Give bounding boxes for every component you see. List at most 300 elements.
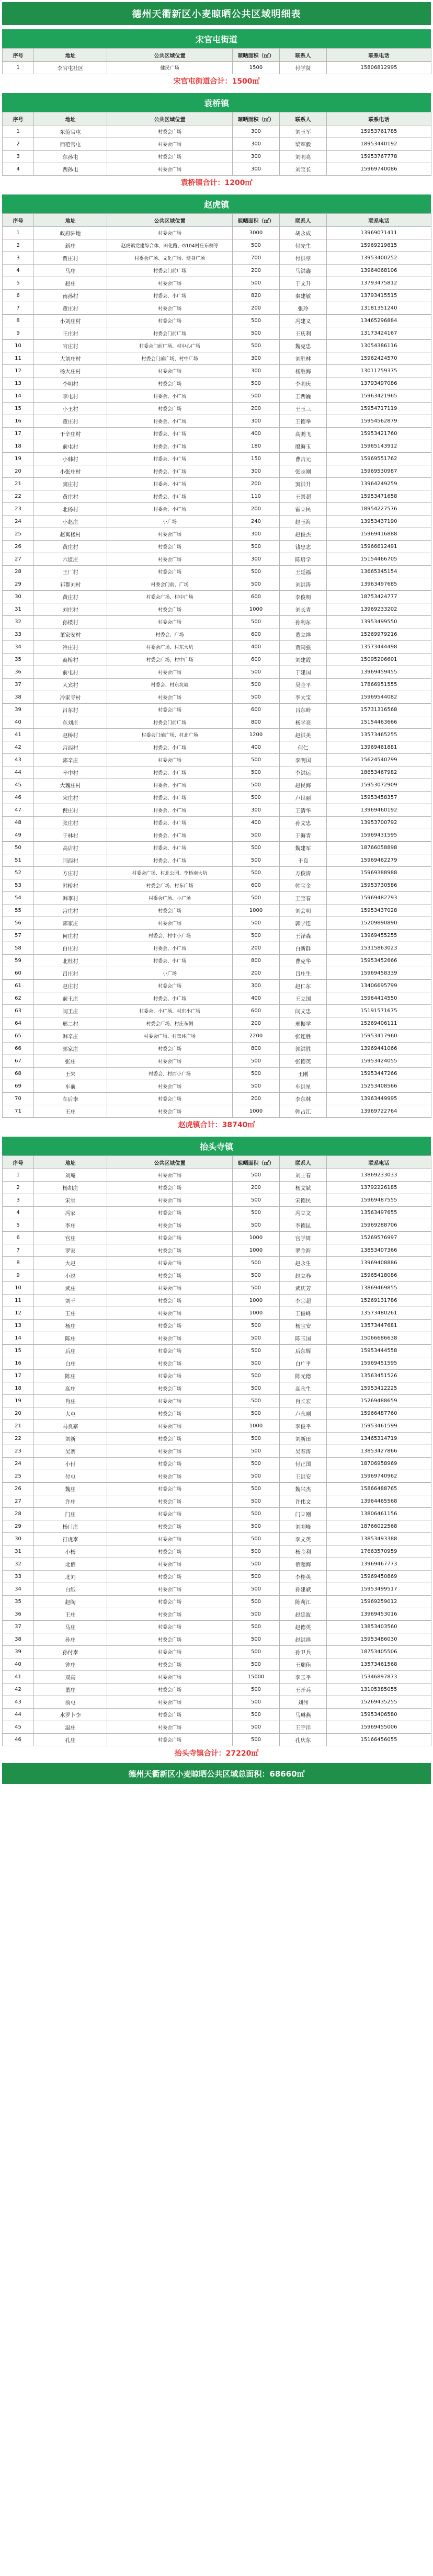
- cell-area: 200: [233, 503, 280, 516]
- cell-area: 800: [233, 955, 280, 967]
- table-row: [3, 503, 431, 516]
- cell-contact: 邢振学: [280, 1017, 327, 1030]
- cell-area: 500: [233, 779, 280, 792]
- cell-area: 300: [233, 980, 280, 992]
- cell-area: 300: [233, 465, 280, 478]
- cell-address: 孙庄: [34, 1633, 107, 1646]
- cell-contact: 郭学连: [280, 917, 327, 930]
- cell-phone: 15969482793: [327, 892, 431, 905]
- cell-phone: 15269406111: [327, 1017, 431, 1030]
- cell-area: 200: [233, 478, 280, 490]
- cell-index: 38: [3, 1633, 34, 1646]
- cell-address: 魏庄: [34, 1483, 107, 1495]
- table-row: [3, 553, 431, 566]
- cell-contact: 高永生: [280, 1382, 327, 1395]
- cell-phone: 13969461881: [327, 741, 431, 754]
- table-row: [3, 967, 431, 980]
- table-row: [3, 854, 431, 867]
- cell-location: 村委会广场: [107, 666, 233, 679]
- cell-area: 500: [233, 1382, 280, 1395]
- cell-location: 村委会、小广场: [107, 804, 233, 817]
- cell-phone: 17663570959: [327, 1545, 431, 1558]
- cell-index: 12: [3, 1307, 34, 1320]
- cell-index: 33: [3, 1571, 34, 1583]
- cell-address: 刘新: [34, 1433, 107, 1445]
- cell-address: 黄庄村: [34, 541, 107, 553]
- table-row: [3, 340, 431, 352]
- cell-location: 村委会门前广场、村北广场: [107, 729, 233, 741]
- cell-address: 孔庄: [34, 1734, 107, 1746]
- cell-phone: 15953452666: [327, 955, 431, 967]
- cell-area: 110: [233, 490, 280, 503]
- cell-location: 村委会广场、村中广场: [107, 654, 233, 666]
- cell-address: 后庄: [34, 1345, 107, 1357]
- cell-contact: 王延福: [280, 566, 327, 578]
- cell-address: 孙楼村: [34, 616, 107, 628]
- cell-contact: 罗金海: [280, 1244, 327, 1257]
- cell-area: 240: [233, 516, 280, 528]
- cell-area: 1000: [233, 1232, 280, 1244]
- table-row: [3, 1332, 431, 1345]
- cell-phone: 13969071411: [327, 227, 431, 239]
- cell-location: 村委会、小广场: [107, 390, 233, 403]
- cell-location: 村委会广场: [107, 377, 233, 390]
- cell-address: 王庄: [34, 1105, 107, 1118]
- cell-address: 杨大庄村: [34, 365, 107, 377]
- cell-address: 杨庄: [34, 1320, 107, 1332]
- table-row: [3, 578, 431, 591]
- table-row: [3, 741, 431, 754]
- cell-index: 29: [3, 578, 34, 591]
- cell-location: 村委会广场: [107, 1345, 233, 1357]
- cell-location: 村委会广场: [107, 1684, 233, 1696]
- cell-contact: 杨学亮: [280, 716, 327, 729]
- cell-contact: 赵仁东: [280, 980, 327, 992]
- cell-area: 500: [233, 829, 280, 842]
- cell-index: 9: [3, 327, 34, 340]
- cell-phone: 15269131786: [327, 1295, 431, 1307]
- table-row: [3, 1169, 431, 1182]
- cell-phone: 13969441066: [327, 1043, 431, 1055]
- section-title: 赵虎镇: [2, 194, 431, 213]
- column-header: 序号: [3, 112, 34, 125]
- cell-location: 村委会、小广场: [107, 503, 233, 516]
- table-row: [3, 892, 431, 905]
- cell-location: 村委会广场: [107, 1169, 233, 1182]
- cell-location: 村委会广场: [107, 754, 233, 766]
- cell-phone: 15969219815: [327, 239, 431, 252]
- cell-location: 村委会、小广场: [107, 779, 233, 792]
- table-row: [3, 1382, 431, 1395]
- cell-phone: 15969544082: [327, 691, 431, 704]
- cell-address: 辛中村: [34, 766, 107, 779]
- cell-index: 6: [3, 290, 34, 302]
- cell-location: 村委会广场: [107, 1633, 233, 1646]
- cell-contact: 宋德民: [280, 1194, 327, 1207]
- cell-phone: 15866488765: [327, 1483, 431, 1495]
- cell-address: 车后李: [34, 1093, 107, 1105]
- cell-location: 村委会广场: [107, 1232, 233, 1244]
- cell-location: 村委会、小广场: [107, 440, 233, 453]
- cell-phone: 13406695799: [327, 980, 431, 992]
- cell-phone: 15966612491: [327, 541, 431, 553]
- cell-index: 6: [3, 1232, 34, 1244]
- cell-area: 500: [233, 1734, 280, 1746]
- cell-address: 黄庄村: [34, 591, 107, 603]
- cell-address: 西范官屯: [34, 138, 107, 151]
- cell-address: 钟庄: [34, 1658, 107, 1671]
- cell-contact: 王西巍: [280, 390, 327, 403]
- cell-phone: 13969408886: [327, 1257, 431, 1269]
- cell-address: 赵陶: [34, 1596, 107, 1608]
- cell-index: 45: [3, 1721, 34, 1734]
- cell-location: 村委会广场: [107, 151, 233, 163]
- cell-phone: 15969487555: [327, 1194, 431, 1207]
- cell-location: 村委会广场: [107, 125, 233, 138]
- column-header: 联系电话: [327, 49, 431, 62]
- cell-area: 500: [233, 1207, 280, 1219]
- cell-location: 村委会广场: [107, 315, 233, 327]
- table-row: [3, 1295, 431, 1307]
- cell-address: 赵寓楼村: [34, 528, 107, 541]
- cell-address: 郭家庄: [34, 1043, 107, 1055]
- cell-address: 李明村: [34, 377, 107, 390]
- cell-area: 500: [233, 1357, 280, 1370]
- cell-index: 4: [3, 163, 34, 176]
- cell-area: 1200: [233, 729, 280, 741]
- cell-index: 24: [3, 516, 34, 528]
- table-row: [3, 1734, 431, 1746]
- table-row: [3, 315, 431, 327]
- cell-location: 村委会门前广场、村中广场: [107, 352, 233, 365]
- table-row: [3, 1558, 431, 1571]
- cell-location: 村委会、小广场: [107, 992, 233, 1005]
- cell-area: 500: [233, 327, 280, 340]
- cell-location: 村委会广场: [107, 905, 233, 917]
- cell-contact: 付学贤: [280, 62, 327, 74]
- column-header: 序号: [3, 1156, 34, 1169]
- cell-area: 300: [233, 528, 280, 541]
- cell-address: 大魏庄村: [34, 779, 107, 792]
- cell-contact: 付先生: [280, 239, 327, 252]
- cell-location: 村委会广场、村庄东侧: [107, 1017, 233, 1030]
- cell-index: 19: [3, 1395, 34, 1407]
- cell-location: 村委会广场: [107, 1257, 233, 1269]
- cell-contact: 殷海玉: [280, 440, 327, 453]
- cell-phone: 18766058898: [327, 842, 431, 854]
- cell-area: 500: [233, 892, 280, 905]
- cell-contact: 肖长宏: [280, 1395, 327, 1407]
- cell-contact: 刘新田: [280, 1433, 327, 1445]
- cell-area: 500: [233, 1646, 280, 1658]
- cell-phone: 13465296884: [327, 315, 431, 327]
- cell-index: 50: [3, 842, 34, 854]
- cell-area: 500: [233, 377, 280, 390]
- cell-location: 村委会、小广场: [107, 478, 233, 490]
- cell-index: 22: [3, 490, 34, 503]
- cell-address: 北杜村: [34, 955, 107, 967]
- table-row: [3, 641, 431, 654]
- cell-phone: 15346897873: [327, 1671, 431, 1684]
- cell-location: 村委会广场: [107, 1533, 233, 1545]
- cell-area: 1000: [233, 1307, 280, 1320]
- cell-contact: 闫文忠: [280, 1005, 327, 1017]
- cell-location: 村委会广场: [107, 302, 233, 315]
- cell-contact: 赵民海: [280, 779, 327, 792]
- table-row: [3, 1583, 431, 1596]
- column-header: 联系电话: [327, 112, 431, 125]
- cell-location: 村委会广场: [107, 1583, 233, 1596]
- cell-location: 村委会门前广场: [107, 327, 233, 340]
- cell-area: 500: [233, 1458, 280, 1470]
- cell-contact: 刘士春: [280, 1169, 327, 1182]
- cell-area: 200: [233, 302, 280, 315]
- cell-contact: 赵俊杰: [280, 528, 327, 541]
- cell-area: 300: [233, 415, 280, 428]
- cell-location: 村委会广场: [107, 553, 233, 566]
- column-header: 公共区域位置: [107, 214, 233, 227]
- cell-location: 村委会广场: [107, 1734, 233, 1746]
- cell-area: 200: [233, 942, 280, 955]
- cell-area: 500: [233, 766, 280, 779]
- table-row: [3, 1080, 431, 1093]
- section-table: [2, 213, 431, 1118]
- cell-area: 600: [233, 628, 280, 641]
- cell-address: 冷庄村: [34, 641, 107, 654]
- cell-phone: 13011759375: [327, 365, 431, 377]
- cell-address: 邢二村: [34, 1017, 107, 1030]
- cell-index: 52: [3, 867, 34, 879]
- cell-index: 54: [3, 892, 34, 905]
- table-row: [3, 1219, 431, 1232]
- cell-contact: 曹吉元: [280, 453, 327, 465]
- cell-area: 1000: [233, 1420, 280, 1433]
- cell-address: 陈庄: [34, 1332, 107, 1345]
- cell-phone: 15166456055: [327, 1734, 431, 1746]
- cell-contact: 李桂英: [280, 1571, 327, 1583]
- cell-address: 武庄: [34, 1282, 107, 1295]
- cell-contact: 许伟文: [280, 1495, 327, 1508]
- cell-phone: 15969551762: [327, 453, 431, 465]
- cell-contact: 于良: [280, 854, 327, 867]
- cell-address: 高庄: [34, 1382, 107, 1395]
- column-header: 地址: [34, 1156, 107, 1169]
- table-row: [3, 1596, 431, 1608]
- cell-phone: 15969431595: [327, 829, 431, 842]
- cell-area: 600: [233, 654, 280, 666]
- column-header: 联系人: [280, 1156, 327, 1169]
- cell-phone: 13853493388: [327, 1533, 431, 1545]
- cell-index: 40: [3, 716, 34, 729]
- cell-location: 村委会广场: [107, 1244, 233, 1257]
- cell-index: 61: [3, 980, 34, 992]
- cell-area: 300: [233, 163, 280, 176]
- cell-contact: 刘会明: [280, 905, 327, 917]
- cell-area: 500: [233, 578, 280, 591]
- cell-address: 方庄村: [34, 867, 107, 879]
- cell-contact: 李文英: [280, 1533, 327, 1545]
- cell-contact: 赵玉海: [280, 516, 327, 528]
- cell-area: 400: [233, 817, 280, 829]
- cell-address: 张庄: [34, 1055, 107, 1068]
- cell-phone: 13105385055: [327, 1684, 431, 1696]
- cell-area: 300: [233, 352, 280, 365]
- cell-index: 2: [3, 239, 34, 252]
- cell-area: 600: [233, 879, 280, 892]
- cell-location: 村委会广场: [107, 1295, 233, 1307]
- cell-contact: 赵洪美: [280, 729, 327, 741]
- cell-location: 村委会门前、广场: [107, 578, 233, 591]
- cell-phone: 15969462279: [327, 854, 431, 867]
- cell-address: 李庄: [34, 1219, 107, 1232]
- cell-address: 闫王庄: [34, 1005, 107, 1017]
- cell-index: 18: [3, 440, 34, 453]
- cell-index: 68: [3, 1068, 34, 1080]
- cell-phone: 15969458339: [327, 967, 431, 980]
- cell-area: 1000: [233, 603, 280, 616]
- cell-phone: 13793415515: [327, 290, 431, 302]
- cell-contact: 白新群: [280, 942, 327, 955]
- table-row: [3, 829, 431, 842]
- cell-contact: 魏克忠: [280, 340, 327, 352]
- cell-location: 村委会广场: [107, 1571, 233, 1583]
- cell-area: 600: [233, 591, 280, 603]
- cell-index: 35: [3, 654, 34, 666]
- cell-area: 400: [233, 741, 280, 754]
- cell-phone: 15969450869: [327, 1571, 431, 1583]
- table-row: [3, 365, 431, 377]
- cell-location: 村委会广场: [107, 1608, 233, 1621]
- cell-area: 500: [233, 1257, 280, 1269]
- cell-address: 董庄村: [34, 415, 107, 428]
- cell-index: 3: [3, 151, 34, 163]
- cell-contact: 王玉三: [280, 403, 327, 415]
- cell-index: 56: [3, 917, 34, 930]
- cell-location: 村委会广场: [107, 1433, 233, 1445]
- cell-contact: 胡永成: [280, 227, 327, 239]
- cell-address: 宫西村: [34, 741, 107, 754]
- cell-location: 村委会广场: [107, 1320, 233, 1332]
- cell-phone: 15269435255: [327, 1696, 431, 1709]
- cell-phone: 15969455006: [327, 1721, 431, 1734]
- cell-phone: 15191571675: [327, 1005, 431, 1017]
- cell-index: 7: [3, 1244, 34, 1257]
- cell-phone: 13173424167: [327, 327, 431, 340]
- cell-address: 南孙村: [34, 290, 107, 302]
- cell-address: 马庄: [34, 265, 107, 277]
- cell-address: 小赵庄: [34, 516, 107, 528]
- cell-phone: 13793497086: [327, 377, 431, 390]
- cell-phone: 13969460192: [327, 804, 431, 817]
- cell-index: 22: [3, 1433, 34, 1445]
- table-row: [3, 817, 431, 829]
- cell-contact: 赵立春: [280, 1269, 327, 1282]
- cell-contact: 王泽森: [280, 930, 327, 942]
- cell-phone: 15953461599: [327, 1420, 431, 1433]
- column-header: 公共区域位置: [107, 112, 233, 125]
- cell-address: 小刘庄村: [34, 315, 107, 327]
- cell-index: 43: [3, 754, 34, 766]
- table-row: [3, 691, 431, 704]
- cell-location: 村委会广场: [107, 603, 233, 616]
- cell-contact: 李明庆: [280, 377, 327, 390]
- cell-phone: 15969451595: [327, 1357, 431, 1370]
- cell-address: 陈庄: [34, 1370, 107, 1382]
- table-row: [3, 1483, 431, 1495]
- cell-index: 69: [3, 1080, 34, 1093]
- cell-phone: 15624540799: [327, 754, 431, 766]
- cell-index: 20: [3, 465, 34, 478]
- cell-address: 吕东村: [34, 704, 107, 716]
- cell-index: 3: [3, 252, 34, 265]
- cell-contact: 霍立民: [280, 503, 327, 516]
- cell-contact: 方俊清: [280, 867, 327, 879]
- cell-contact: 马琳燕: [280, 1709, 327, 1721]
- cell-area: 500: [233, 1269, 280, 1282]
- cell-phone: 15965143912: [327, 440, 431, 453]
- cell-phone: 13953499550: [327, 616, 431, 628]
- cell-location: 村委会广场: [107, 917, 233, 930]
- table-row: [3, 1269, 431, 1282]
- cell-area: 180: [233, 440, 280, 453]
- cell-contact: 吕庄生: [280, 967, 327, 980]
- cell-phone: 15066686638: [327, 1332, 431, 1345]
- cell-phone: 13793475812: [327, 277, 431, 290]
- cell-area: 15000: [233, 1671, 280, 1684]
- cell-area: 200: [233, 1017, 280, 1030]
- cell-contact: 何仁: [280, 741, 327, 754]
- cell-address: 大赵: [34, 1257, 107, 1269]
- cell-address: 宫庄村: [34, 905, 107, 917]
- table-row: [3, 1545, 431, 1558]
- cell-location: 村委会广场: [107, 138, 233, 151]
- cell-contact: 赵延波: [280, 1608, 327, 1621]
- cell-location: 村委会、村东坑塘: [107, 679, 233, 691]
- cell-contact: 魏兴杰: [280, 1483, 327, 1495]
- cell-area: 150: [233, 453, 280, 465]
- cell-contact: 李德昆: [280, 1219, 327, 1232]
- cell-index: 46: [3, 792, 34, 804]
- cell-location: 村委会广场: [107, 704, 233, 716]
- cell-location: 村委会、小广场: [107, 842, 233, 854]
- cell-contact: 杨金利: [280, 1545, 327, 1558]
- cell-address: 宋庄村: [34, 792, 107, 804]
- cell-area: 500: [233, 277, 280, 290]
- cell-index: 11: [3, 1295, 34, 1307]
- cell-index: 16: [3, 1357, 34, 1370]
- cell-contact: 王开兵: [280, 1684, 327, 1696]
- cell-index: 9: [3, 1269, 34, 1282]
- cell-contact: 董立祥: [280, 628, 327, 641]
- cell-index: 2: [3, 1182, 34, 1194]
- cell-contact: 韩宝金: [280, 879, 327, 892]
- cell-address: 新庄: [34, 239, 107, 252]
- table-row: [3, 1646, 431, 1658]
- cell-location: 村委会、小广场: [107, 817, 233, 829]
- column-header: 联系人: [280, 49, 327, 62]
- cell-phone: 13969722764: [327, 1105, 431, 1118]
- cell-phone: 15969416888: [327, 528, 431, 541]
- table-row: [3, 1370, 431, 1382]
- cell-address: 赵庄村: [34, 980, 107, 992]
- table-row: [3, 277, 431, 290]
- column-header: 地址: [34, 112, 107, 125]
- cell-index: 65: [3, 1030, 34, 1043]
- cell-location: 村委会广场、村东大坑: [107, 641, 233, 654]
- cell-contact: 郭洪胜: [280, 1043, 327, 1055]
- cell-index: 5: [3, 1219, 34, 1232]
- cell-index: 11: [3, 352, 34, 365]
